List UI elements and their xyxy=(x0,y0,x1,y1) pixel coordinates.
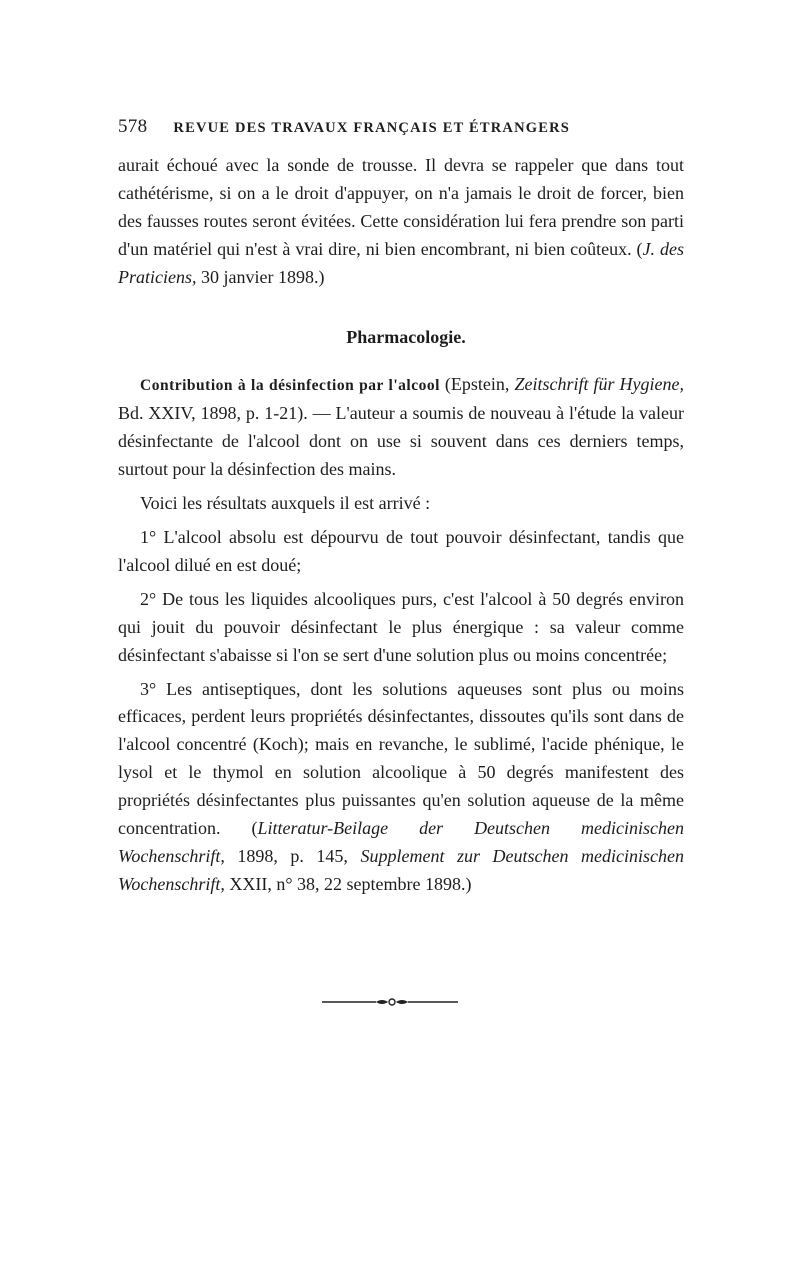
section-title: Pharmacologie. xyxy=(346,326,466,347)
article-paragraph xyxy=(118,371,684,484)
intro-source-date: 30 janvier 1898.) xyxy=(196,266,325,287)
section-spacer xyxy=(118,292,684,324)
result-3-ref1-journal: Litteratur-Beilage der Deutschen medicinischen Wochenschrift, xyxy=(118,818,684,866)
article-author: (Epstein, xyxy=(439,374,515,395)
ornament-separator xyxy=(320,995,460,1009)
intro-text: aurait échoué avec la sonde de trousse. Il devra se rappeler que dans tout cathétérisme, si on a le droit d'appuyer, on n'a jamais le droit de forcer, bien des fausses routes seront évitées. Cette considération lui fera prendre son parti d'un matériel qui n'est à vrai dire, ni bien encombrant, ni bien coûteux. ( xyxy=(118,155,684,259)
result-3-paragraph xyxy=(118,676,684,899)
result-3-text: 3° Les antiseptiques, dont les solutions aqueuses sont plus ou moins efficaces, perdent leurs propriétés désinfectantes, dissoutes qu'ils sont dans de l'alcool concentré (Koch); mais en revanche, le sublimé, l'acide phénique, le lysol et le thymol en solution alcoolique à 50 degrés manifestent des propriétés désinfectantes plus puissantes qu'en solution aqueuse de la même concentration. ( xyxy=(118,678,684,839)
result-3-ref1-detail: 1898, p. 145, xyxy=(224,845,361,866)
article-title: Contribution à la désinfection par l'alcool xyxy=(140,377,440,395)
article-reference: Bd. XXIV, 1898, p. 1-21). — L'auteur a soumis de nouveau à l'étude la valeur désinfectante de l'alcool dont on use si souvent dans ces derniers temps, surtout pour la désinfection des mains. xyxy=(118,403,684,480)
page-body xyxy=(118,152,684,899)
article-journal: Zeitschrift für Hygiene, xyxy=(514,374,684,395)
end-ornament-rule xyxy=(320,995,460,1009)
results-intro-paragraph: Voici les résultats auxquels il est arrivé : xyxy=(140,493,431,514)
running-title: REVUE DES TRAVAUX FRANÇAIS ET ÉTRANGERS xyxy=(173,120,571,136)
intro-source: J. des Praticiens, xyxy=(118,238,685,287)
page-number: 578 xyxy=(118,116,148,137)
result-3-ref2-detail: XXII, n° 38, 22 septembre 1898.) xyxy=(224,873,472,894)
intro-paragraph xyxy=(118,152,684,292)
result-2-paragraph: 2° De tous les liquides alcooliques purs, c'est l'alcool à 50 degrés environ qui jouit du pouvoir désinfectant le plus énergique : sa valeur comme désinfectant s'abaisse si l'on se sert d'une solution plus ou moins concentrée; xyxy=(118,588,684,665)
page-header xyxy=(118,116,688,138)
result-1-paragraph: 1° L'alcool absolu est dépourvu de tout pouvoir désinfectant, tandis que l'alcool dilué en est doué; xyxy=(118,526,684,575)
result-3-ref2-journal: Supplement zur Deutschen medicinischen Wochenschrift, xyxy=(118,845,684,894)
